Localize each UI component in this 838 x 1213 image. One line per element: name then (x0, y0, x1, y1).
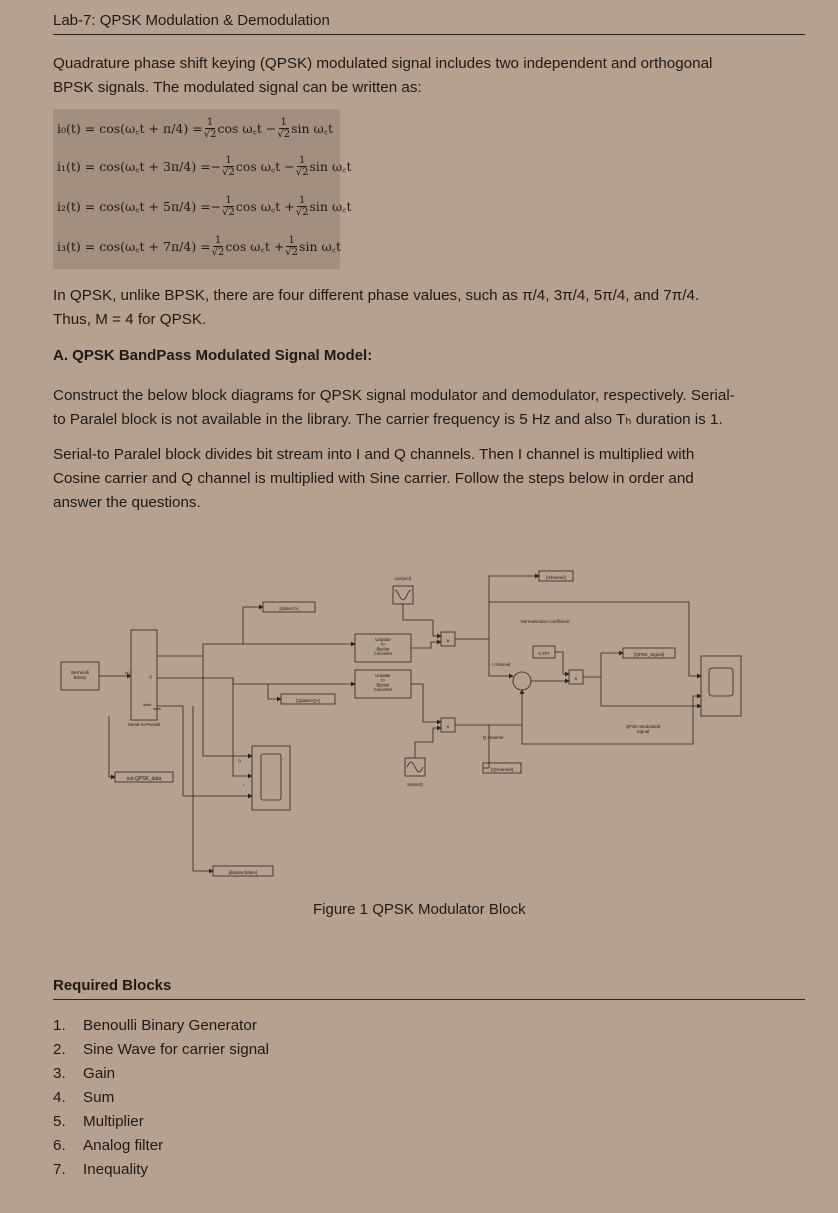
signal-line (489, 602, 701, 676)
i-channel-label: I channel (491, 662, 511, 667)
equation-3: i₃(t) = cos(ω꜀t + 7π/4) = $\frac{1}{√2}$ cos ω꜀t + $\frac{1}{√2}$ sin ω꜀t (57, 234, 342, 258)
unipolar-label-2: Bipolar (376, 682, 390, 688)
signal-line (403, 604, 441, 636)
phase-paragraph (53, 284, 803, 332)
qdata-tag-label: [Qdata<Q>] (296, 698, 320, 703)
signal-line (455, 576, 539, 639)
signal-line (455, 690, 522, 725)
normalization-label: Normalization coefficient (520, 619, 570, 624)
idata-tag-label: [Idata<I>] (279, 606, 299, 611)
scope-screen (709, 668, 733, 696)
unipolar-label-1: to (381, 641, 385, 647)
qchannel-tag-label: [Qchannel] (491, 767, 513, 772)
list-item: 5. Multiplier (53, 1113, 144, 1130)
sin-wave-icon (407, 762, 423, 772)
datain-tag-label: [datain<data>] (228, 870, 258, 875)
signal-line (109, 716, 115, 777)
unipolar-label-1: Unipolar (375, 637, 391, 642)
port-label: data (143, 702, 151, 707)
signal-line (483, 725, 489, 768)
intro-line-1: Quadrature phase shift keying (QPSK) modulated signal includes two independent and orthogonal (53, 55, 713, 72)
signal-line (157, 678, 355, 684)
signal-line (268, 684, 281, 699)
construct-paragraph (53, 384, 803, 432)
serial-to-paralel-label: Serial-to-Paralel (127, 722, 161, 727)
serial-line-1: Serial-to Paralel block divides bit stream into I and Q channels. Then I channel is multiplied with (53, 446, 695, 463)
equation-box (53, 109, 352, 269)
equation-2: i₂(t) = cos(ω꜀t + 5π/4) = − $\frac{1}{√2}$ cos ω꜀t + $\frac{1}{√2}$ sin ω꜀t (57, 194, 352, 218)
q-channel-label: Q channel (482, 735, 504, 740)
scope-block-1[interactable] (252, 746, 290, 810)
signal-line (233, 678, 252, 776)
required-blocks-heading: Required Blocks (53, 977, 805, 1000)
signal-line (415, 728, 441, 758)
port-label: I (243, 782, 245, 787)
signal-line (583, 653, 623, 677)
serial-line-2: Cosine carrier and Q channel is multiplied with Sine carrier. Follow the steps below in order and (53, 470, 694, 487)
serial-line-3: answer the questions. (53, 494, 201, 511)
construct-line-1: Construct the below block diagrams for QPSK signal modulator and demodulator, respectively. Serial- (53, 387, 735, 404)
unipolar-label-2: to (381, 677, 385, 683)
section-a-heading: A. QPSK BandPass Modulated Signal Model: (53, 347, 373, 364)
gain-value-label: 0.707 (538, 651, 550, 656)
port-label: In1 (125, 670, 131, 675)
port-label: data (153, 706, 161, 711)
signal-line (157, 644, 355, 656)
port-label: Q (238, 758, 242, 763)
signal-line (411, 684, 441, 722)
out-block-label: out.QPSK_data (126, 776, 162, 782)
serial-paragraph (53, 443, 803, 515)
list-item: 4. Sum (53, 1089, 115, 1106)
ichannel-tag-label: [Ichannel] (546, 575, 566, 580)
multiplier-symbol: × (446, 725, 450, 731)
phase-line-1: In QPSK, unlike BPSK, there are four different phase values, such as π/4, 3π/4, 5π/4, and 7π/4. (53, 287, 700, 304)
qpsk-modulated-label: QPSK Modulated (625, 724, 661, 729)
sin-label: sin(wct) (407, 782, 423, 787)
unipolar-label-2: Unipolar (375, 673, 391, 678)
sum-block[interactable] (513, 672, 531, 690)
signal-line (601, 677, 701, 706)
list-item: 2. Sine Wave for carrier signal (53, 1041, 269, 1058)
list-item: 7. Inequality (53, 1161, 149, 1178)
figure-caption: Figure 1 QPSK Modulator Block (313, 901, 526, 918)
multiplier-symbol: × (446, 639, 450, 645)
list-item: 3. Gain (53, 1065, 116, 1082)
intro-line-2: BPSK signals. The modulated signal can be written as: (53, 79, 422, 96)
cos-wave-icon (395, 590, 411, 600)
signal-line (555, 652, 569, 674)
signal-line (489, 639, 513, 676)
cos-source-block[interactable] (393, 586, 413, 604)
unipolar-label-1: Converter (373, 651, 393, 657)
signal-line (243, 607, 263, 644)
list-item: 6. Analog filter (53, 1137, 164, 1154)
cos-label: cos(wct) (394, 576, 412, 581)
qpsk-modulated-label: Signal (636, 729, 650, 734)
unipolar-label-1: Bipolar (376, 646, 390, 652)
page-header: Lab-7: QPSK Modulation & Demodulation (53, 12, 805, 35)
signal-line (411, 642, 441, 648)
unipolar-label-2: Converter (373, 687, 393, 693)
signal-line (522, 696, 701, 744)
bernoulli-label: Binary (73, 675, 87, 680)
phase-line-2: Thus, M = 4 for QPSK. (53, 311, 207, 328)
qpsk-modulator-diagram (53, 566, 753, 886)
construct-line-2: to Paralel block is not available in the library. The carrier frequency is 5 Hz and also Tₕ duration is 1. (53, 411, 723, 428)
equation-0: i₀(t) = cos(ω꜀t + π/4) = $\frac{1}{√2}$ cos ω꜀t − $\frac{1}{√2}$ sin ω꜀t (57, 116, 334, 140)
multiplier-symbol: × (574, 677, 578, 683)
equation-1: i₁(t) = cos(ω꜀t + 3π/4) = − $\frac{1}{√2}$ cos ω꜀t − $\frac{1}{√2}$ sin ω꜀t (57, 154, 352, 178)
signal-line (157, 706, 252, 796)
port-label: Q (149, 674, 153, 679)
qpsk-tag-label: [QPSK_Signal] (633, 652, 665, 657)
bernoulli-label: Bernoulli (71, 670, 89, 675)
signal-line (203, 656, 252, 756)
required-blocks-list (53, 1014, 269, 1182)
intro-paragraph (53, 52, 803, 100)
list-item: 1. Benoulli Binary Generator (53, 1017, 257, 1034)
scope-block-2[interactable] (701, 656, 741, 716)
